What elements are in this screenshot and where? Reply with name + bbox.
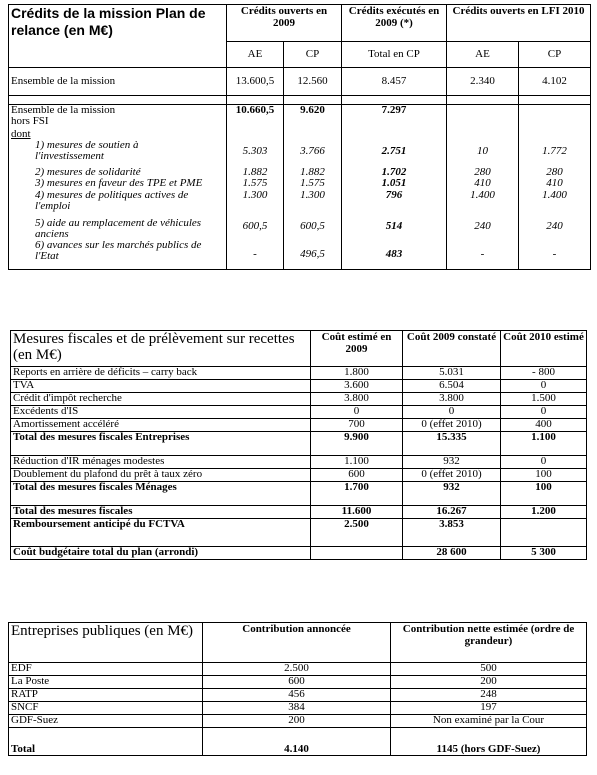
table1-title: Crédits de la mission Plan de relance (en M€)	[9, 5, 227, 68]
row-mesure-1: 1) mesures de soutien à l'investissement	[9, 140, 227, 164]
row-label: SNCF	[9, 702, 203, 715]
cell: 932	[403, 456, 501, 469]
cell: 796	[342, 190, 447, 214]
cell: 200	[203, 715, 391, 728]
cell: 7.297	[342, 105, 447, 129]
header-cout-2009-constate: Coût 2009 constaté	[403, 331, 501, 367]
cell: 9.620	[284, 105, 342, 129]
row-mesure-2: 2) mesures de solidarité	[9, 164, 227, 178]
cell: 3.853	[403, 519, 501, 547]
row-hors-fsi-label: Ensemble de la mission hors FSI	[9, 105, 227, 129]
cell: 500	[391, 663, 587, 676]
row-label: La Poste	[9, 676, 203, 689]
cell: 1.051	[342, 178, 447, 190]
cell: 100	[501, 469, 587, 482]
cell: 400	[501, 419, 587, 432]
cell: 2.340	[447, 68, 519, 96]
row-mesure-5: 5) aide au remplacement de véhicules anciens	[9, 214, 227, 240]
header-credits-executes-2009: Crédits exécutés en 2009 (*)	[342, 5, 447, 42]
cell: 0	[403, 406, 501, 419]
cell: Non examiné par la Cour	[391, 715, 587, 728]
cell: 13.600,5	[227, 68, 284, 96]
dont-label: dont	[9, 129, 227, 140]
cell: 514	[342, 214, 447, 240]
cell: 0	[501, 406, 587, 419]
row-label: GDF-Suez	[9, 715, 203, 728]
cell: 240	[519, 214, 591, 240]
cell: 4.140	[203, 728, 391, 756]
header-credits-ouverts-2009: Crédits ouverts en 2009	[227, 5, 342, 42]
cell: 1.300	[227, 190, 284, 214]
cell: -	[227, 240, 284, 270]
cell: 410	[519, 178, 591, 190]
row-label: Reports en arrière de déficits – carry back	[11, 367, 311, 380]
cell: 1.882	[227, 164, 284, 178]
header-credits-lfi-2010: Crédits ouverts en LFI 2010	[447, 5, 591, 42]
row-label: TVA	[11, 380, 311, 393]
row-label: Crédit d'impôt recherche	[11, 393, 311, 406]
cell	[519, 105, 591, 129]
cell: 2.751	[342, 140, 447, 164]
cell: 11.600	[311, 506, 403, 519]
cell: 932	[403, 482, 501, 506]
cell: 5.031	[403, 367, 501, 380]
header-contribution-nette: Contribution nette estimée (ordre de grandeur)	[391, 623, 587, 663]
cell: 2.500	[203, 663, 391, 676]
cell: 0 (effet 2010)	[403, 419, 501, 432]
cell: 0	[311, 406, 403, 419]
cell: 28 600	[403, 547, 501, 560]
cell: 483	[342, 240, 447, 270]
cell: 1.200	[501, 506, 587, 519]
row-mesure-4: 4) mesures de politiques actives de l'emploi	[9, 190, 227, 214]
row-cout-total: Coût budgétaire total du plan (arrondi)	[11, 547, 311, 560]
cell: 1145 (hors GDF-Suez)	[391, 728, 587, 756]
cell: 3.600	[311, 380, 403, 393]
cell: 3.766	[284, 140, 342, 164]
cell: 0	[501, 456, 587, 469]
cell: 1.400	[519, 190, 591, 214]
cell: 10.660,5	[227, 105, 284, 129]
row-label: Doublement du plafond du prêt à taux zéro	[11, 469, 311, 482]
subheader-cp-2010: CP	[519, 42, 591, 68]
subheader-total-cp: Total en CP	[342, 42, 447, 68]
cell: 15.335	[403, 432, 501, 456]
cell: 100	[501, 482, 587, 506]
cell: 8.457	[342, 68, 447, 96]
table3-title: Entreprises publiques (en M€)	[9, 623, 203, 663]
cell: 3.800	[311, 393, 403, 406]
cell: 5.303	[227, 140, 284, 164]
cell: 1.100	[501, 432, 587, 456]
cell: 1.882	[284, 164, 342, 178]
subheader-ae-2010: AE	[447, 42, 519, 68]
cell: 1.700	[311, 482, 403, 506]
header-cout-2010-estime: Coût 2010 estimé	[501, 331, 587, 367]
cell: 197	[391, 702, 587, 715]
table-credits-mission	[8, 4, 591, 270]
cell: 0	[501, 380, 587, 393]
row-total: Total	[9, 728, 203, 756]
cell: 3.800	[403, 393, 501, 406]
cell: 16.267	[403, 506, 501, 519]
cell: 456	[203, 689, 391, 702]
cell: 9.900	[311, 432, 403, 456]
cell: 280	[447, 164, 519, 178]
cell	[311, 547, 403, 560]
cell: 600,5	[227, 214, 284, 240]
cell: 5 300	[501, 547, 587, 560]
table-mesures-fiscales	[10, 330, 587, 560]
cell: 280	[519, 164, 591, 178]
row-mesure-3: 3) mesures en faveur des TPE et PME	[9, 178, 227, 190]
cell: 4.102	[519, 68, 591, 96]
row-mesure-6: 6) avances sur les marchés publics de l'Etat	[9, 240, 227, 270]
row-label: Amortissement accéléré	[11, 419, 311, 432]
cell: 600	[203, 676, 391, 689]
table-entreprises-publiques	[8, 622, 587, 756]
header-cout-estime-2009: Coût estimé en 2009	[311, 331, 403, 367]
cell: 240	[447, 214, 519, 240]
row-fctva: Remboursement anticipé du FCTVA	[11, 519, 311, 547]
cell: 1.500	[501, 393, 587, 406]
cell: 6.504	[403, 380, 501, 393]
row-total-menages: Total des mesures fiscales Ménages	[11, 482, 311, 506]
cell: 0 (effet 2010)	[403, 469, 501, 482]
row-label: EDF	[9, 663, 203, 676]
cell: 1.100	[311, 456, 403, 469]
cell: 1.702	[342, 164, 447, 178]
row-total-fiscales: Total des mesures fiscales	[11, 506, 311, 519]
row-label: RATP	[9, 689, 203, 702]
cell: -	[519, 240, 591, 270]
cell: 248	[391, 689, 587, 702]
cell: 384	[203, 702, 391, 715]
row-label: Réduction d'IR ménages modestes	[11, 456, 311, 469]
cell: 1.800	[311, 367, 403, 380]
cell: 1.575	[227, 178, 284, 190]
cell: 700	[311, 419, 403, 432]
row-label: Excédents d'IS	[11, 406, 311, 419]
subheader-ae-2009: AE	[227, 42, 284, 68]
cell	[501, 519, 587, 547]
cell: 1.300	[284, 190, 342, 214]
cell	[447, 105, 519, 129]
cell: 12.560	[284, 68, 342, 96]
cell: 2.500	[311, 519, 403, 547]
cell: 600,5	[284, 214, 342, 240]
table2-title: Mesures fiscales et de prélèvement sur recettes (en M€)	[11, 331, 311, 367]
cell: 1.575	[284, 178, 342, 190]
cell: -	[447, 240, 519, 270]
cell: 496,5	[284, 240, 342, 270]
cell: 1.772	[519, 140, 591, 164]
cell: 410	[447, 178, 519, 190]
header-contribution-annoncee: Contribution annoncée	[203, 623, 391, 663]
cell: 1.400	[447, 190, 519, 214]
cell: 600	[311, 469, 403, 482]
subheader-cp-2009: CP	[284, 42, 342, 68]
cell: 10	[447, 140, 519, 164]
row-total-entreprises: Total des mesures fiscales Entreprises	[11, 432, 311, 456]
cell: 200	[391, 676, 587, 689]
row-ensemble-label: Ensemble de la mission	[9, 68, 227, 96]
cell: - 800	[501, 367, 587, 380]
